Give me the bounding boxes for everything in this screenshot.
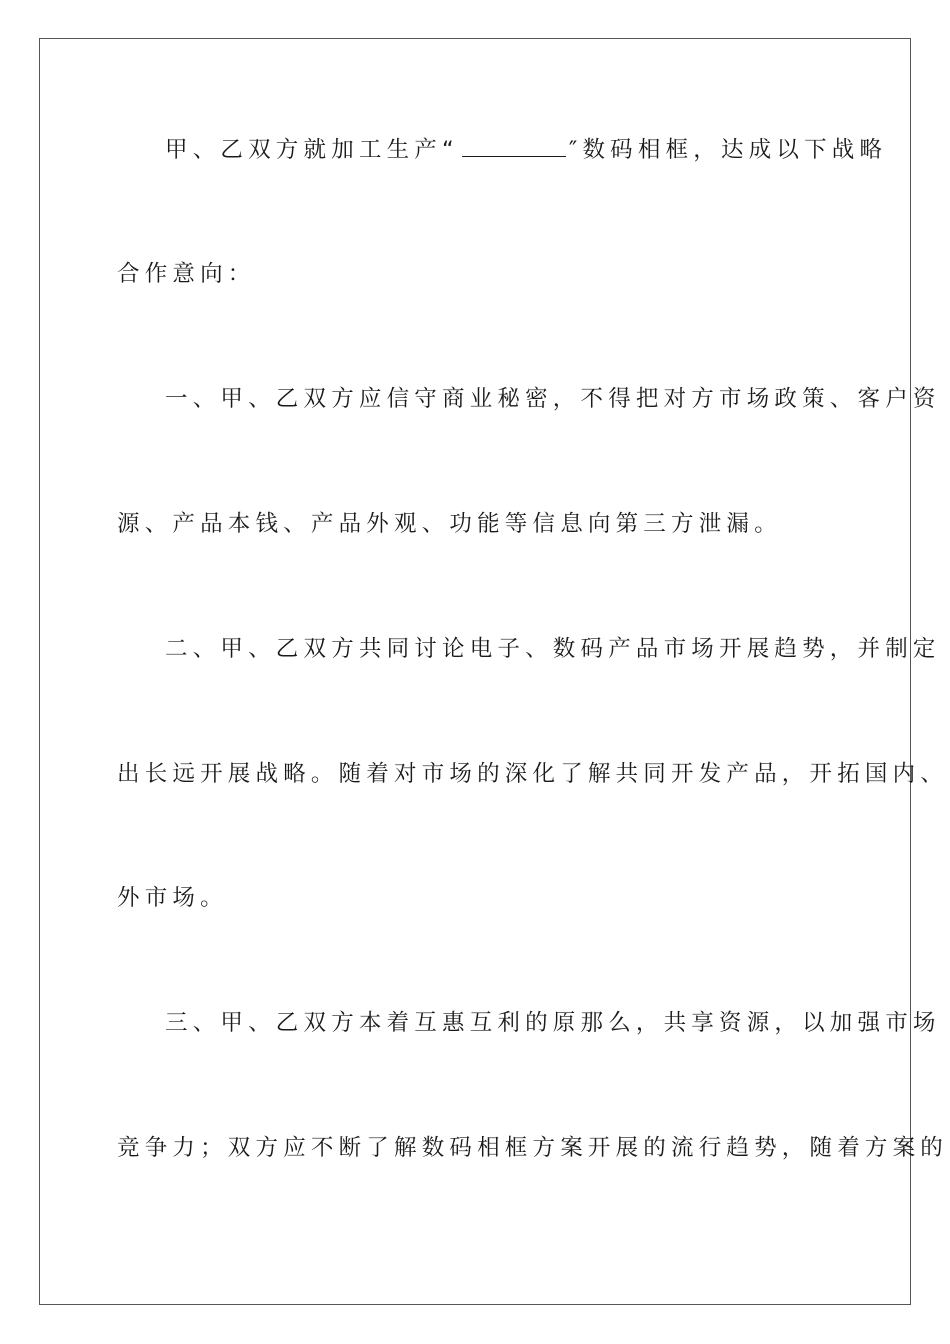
clause-3-line-2: 竞争力；双方应不断了解数码相框方案开展的流行趋势，随着方案的 (117, 1135, 949, 1161)
product-name-blank-field (462, 136, 566, 157)
page-border (39, 38, 949, 1305)
clause-1-line-2: 源、产品本钱、产品外观、功能等信息向第三方泄漏。 (117, 511, 782, 537)
clause-1-line-1: 一、甲、乙双方应信守商业秘密，不得把对方市场政策、客户资 (165, 386, 941, 412)
intro-text-before-blank: 甲、乙双方就加工生产“ (165, 137, 459, 163)
paragraph-1-line-2: 合作意向： (117, 261, 256, 287)
clause-2-line-2: 出长远开展战略。随着对市场的深化了解共同开发产品，开拓国内、 (117, 761, 949, 787)
clause-3-line-1: 三、甲、乙双方本着互惠互利的原那么，共享资源，以加强市场 (165, 1010, 941, 1036)
intro-text-after-blank: ″数码相框，达成以下战略 (568, 137, 888, 163)
clause-2-line-1: 二、甲、乙双方共同讨论电子、数码产品市场开展趋势，并制定 (165, 636, 941, 662)
clause-2-line-3: 外市场。 (117, 885, 228, 911)
paragraph-1-line-1 (165, 135, 888, 165)
